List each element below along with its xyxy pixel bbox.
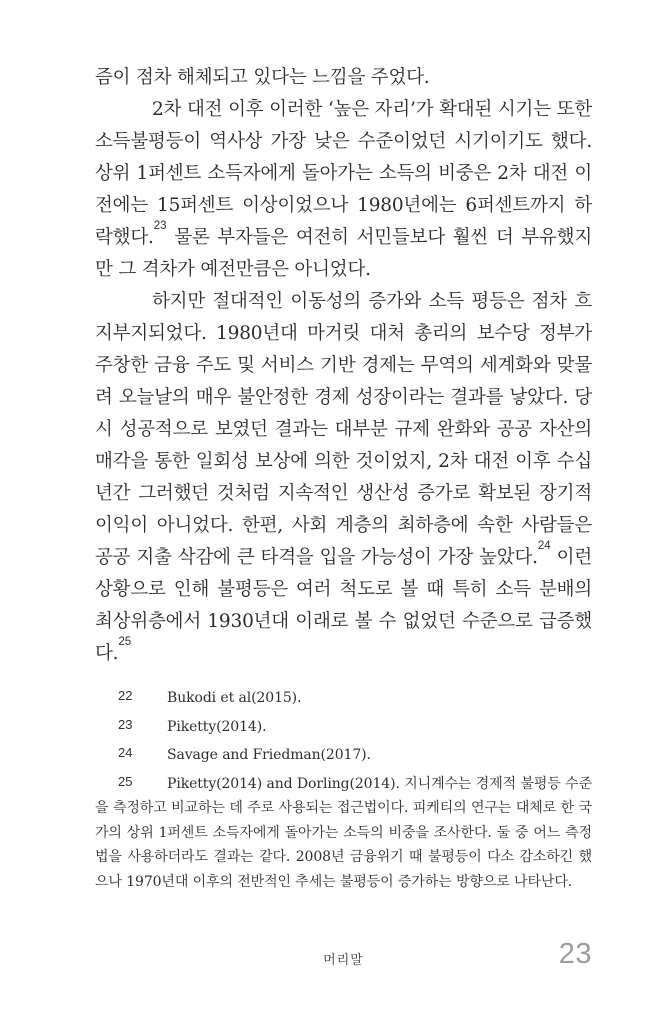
footnote-text: Savage and Friedman(2017).	[167, 747, 371, 763]
paragraph-text: 물론 부자들은 여전히 서민들보다 훨씬 더 부유했지만 그 격차가 예전만큼은 아니었다.	[95, 227, 592, 280]
footnote-23	[95, 715, 592, 740]
footnote-number: 22	[118, 688, 133, 703]
page-body	[95, 62, 592, 670]
footnote-24	[95, 743, 592, 768]
footnote-ref-23: 23	[153, 219, 167, 232]
footnote-number: 24	[118, 745, 133, 760]
footnote-ref-24: 24	[537, 539, 551, 552]
paragraph	[95, 286, 592, 670]
footnote-ref-25: 25	[118, 635, 132, 648]
paragraph	[95, 94, 592, 286]
footnotes-section	[95, 686, 592, 898]
footnote-text: Bukodi et al(2015).	[167, 690, 302, 706]
paragraph-continuation	[95, 62, 592, 94]
running-title: 머리말	[323, 953, 364, 968]
footnote-text: Piketty(2014).	[167, 718, 267, 735]
footnote-25	[95, 772, 592, 895]
paragraph-text: 이런 상황으로 인해 불평등은 여러 척도로 볼 때 특히 소득 분배의 최상위층에서 1930년대 이래로 볼 수 없었던 수준으로 급증했다.	[95, 547, 592, 664]
page-number: 23	[558, 938, 592, 970]
footnote-number: 23	[118, 716, 133, 732]
footnote-22	[95, 686, 592, 711]
paragraph-text: 2차 대전 이후 이러한 ‘높은 자리’가 확대된 시기는 또한 소득불평등이 역사상 가장 낮은 수준이었던 시기이기도 했다. 상위 1퍼센트 소득자에게 돌아가는 소득의 비중은 2차 대전 이전에는 15퍼센트 이상이었으나 1980년에는 6퍼센트까지 하락했다.	[95, 99, 592, 248]
paragraph-text: 즘이 점차 해체되고 있다는 느낌을 주었다.	[95, 67, 430, 88]
footnote-number: 25	[118, 773, 133, 789]
footnote-text: Piketty(2014) and Dorling(2014). 지니계수는 경제적 불평등 수준을 측정하고 비교하는 데 주로 사용되는 접근법이다. 피케티의 연구는 대체로 한 국가의 상위 1퍼센트 소득자에게 돌아가는 소득의 비중을 조사한다. 둘 중 어느 측정법을 사용하더라도 결과는 같다. 2008년 금융위기 때 불평등이 다소 감소하긴 했으나 1970년대 이후의 전반적인 추세는 불평등이 증가하는 방향으로 나타난다.	[95, 775, 592, 890]
paragraph-text: 하지만 절대적인 이동성의 증가와 소득 평등은 점차 흐지부지되었다. 1980년대 마거릿 대처 총리의 보수당 정부가 주창한 금융 주도 및 서비스 기반 경제는 무역의 세계화와 맞물려 오늘날의 매우 불안정한 경제 성장이라는 결과를 낳았다. 당시 성공적으로 보였던 결과는 대부분 규제 완화와 공공 자산의 매각을 통한 일회성 보상에 의한 것이었지, 2차 대전 이후 수십 년간 그러했던 것처럼 지속적인 생산성 증가로 확보된 장기적 이익이 아니었다. 한편, 사회 계층의 최하층에 속한 사람들은 공공 지출 삭감에 큰 타격을 입을 가능성이 가장 높았다.	[95, 291, 592, 568]
